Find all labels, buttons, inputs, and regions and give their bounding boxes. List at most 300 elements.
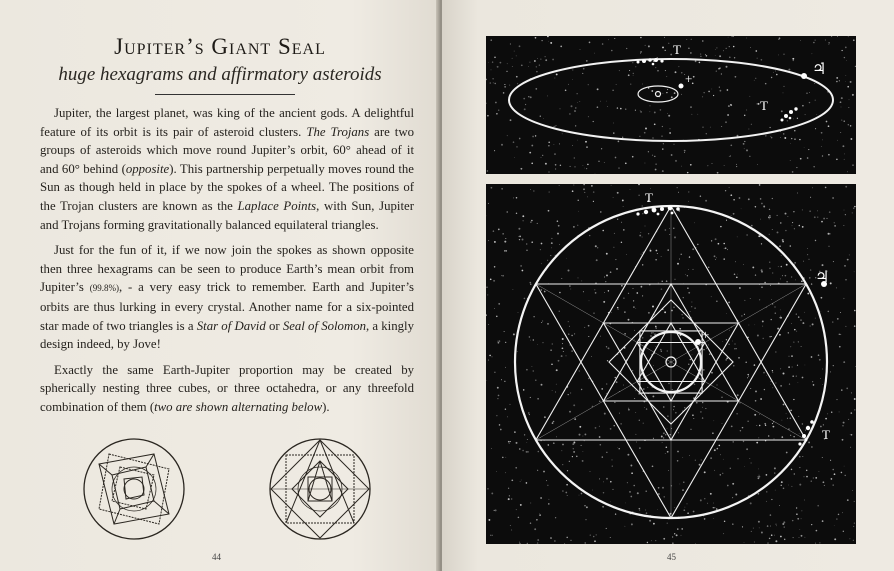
- star-dot: [726, 357, 728, 359]
- star-dot: [655, 259, 656, 260]
- star-dot: [845, 186, 847, 188]
- star-dot: [745, 362, 747, 364]
- star-dot: [744, 542, 745, 543]
- star-dot: [767, 525, 769, 527]
- star-dot: [846, 60, 847, 61]
- page-subtitle: huge hexagrams and affirmatory asteroids: [58, 64, 382, 85]
- star-dot: [486, 103, 487, 104]
- star-dot: [585, 542, 586, 543]
- star-dot: [654, 123, 656, 125]
- star-dot: [540, 497, 542, 499]
- star-dot: [697, 114, 698, 115]
- star-dot: [754, 542, 755, 543]
- star-dot: [820, 378, 821, 379]
- star-dot: [854, 206, 855, 207]
- star-dot: [821, 132, 823, 134]
- star-dot: [828, 125, 830, 127]
- star-dot: [729, 57, 731, 59]
- star-dot: [624, 333, 626, 335]
- star-dot: [607, 106, 608, 107]
- star-dot: [642, 205, 643, 206]
- star-dot: [799, 484, 801, 486]
- star-dot: [570, 540, 571, 541]
- star-dot: [541, 384, 543, 386]
- star-dot: [679, 259, 680, 260]
- star-dot: [797, 518, 799, 520]
- star-dot: [618, 309, 619, 310]
- star-dot: [855, 66, 856, 67]
- star-dot: [674, 144, 675, 145]
- star-dot: [780, 385, 782, 387]
- star-dot: [488, 203, 489, 204]
- star-dot: [663, 432, 665, 434]
- star-dot: [801, 280, 803, 282]
- star-dot: [765, 83, 767, 85]
- star-dot: [802, 322, 804, 324]
- star-dot: [705, 200, 707, 202]
- star-dot: [759, 299, 760, 300]
- star-dot: [708, 165, 709, 166]
- star-dot: [588, 116, 589, 117]
- star-dot: [794, 473, 795, 474]
- star-dot: [611, 185, 612, 186]
- star-dot: [655, 346, 656, 347]
- star-dot: [558, 360, 560, 362]
- star-dot: [740, 430, 741, 431]
- star-dot: [518, 236, 519, 237]
- text-run: Jupiter, the largest planet, was king of the ancient gods. A delightful feature of its orbit is its pair of asteroid clusters.: [40, 106, 414, 139]
- text-run: , a kingly design indeed, by Jove!: [40, 318, 414, 352]
- star-dot: [803, 261, 804, 262]
- star-dot: [818, 354, 820, 356]
- star-dot: [779, 334, 781, 336]
- star-dot: [537, 539, 539, 541]
- star-dot: [672, 542, 673, 543]
- star-dot: [615, 513, 616, 514]
- star-dot: [562, 464, 563, 465]
- star-dot: [828, 42, 829, 43]
- star-dot: [765, 425, 766, 426]
- star-dot: [841, 120, 842, 121]
- orbit-perspective-figure: [486, 36, 856, 174]
- star-dot: [514, 157, 515, 158]
- star-dot: [497, 66, 499, 68]
- star-dot: [808, 149, 809, 150]
- star-dot: [488, 519, 490, 521]
- star-dot: [528, 96, 529, 97]
- star-dot: [726, 220, 727, 221]
- star-dot: [580, 49, 581, 50]
- star-dot: [702, 97, 703, 98]
- star-dot: [808, 441, 810, 443]
- star-dot: [573, 451, 575, 453]
- star-dot: [741, 315, 743, 317]
- star-dot: [780, 222, 781, 223]
- star-dot: [797, 118, 798, 119]
- star-dot: [536, 71, 538, 73]
- star-dot: [769, 209, 770, 210]
- star-dot: [540, 59, 541, 60]
- star-dot: [714, 507, 715, 508]
- star-dot: [773, 72, 774, 73]
- star-dot: [505, 457, 506, 458]
- star-dot: [496, 113, 498, 115]
- star-dot: [737, 237, 738, 238]
- star-dot: [491, 70, 492, 71]
- star-dot: [735, 76, 737, 78]
- star-dot: [494, 308, 495, 309]
- star-dot: [600, 444, 602, 446]
- star-dot: [648, 45, 650, 47]
- star-dot: [510, 119, 512, 121]
- star-dot: [602, 43, 604, 45]
- star-dot: [694, 222, 695, 223]
- star-dot: [506, 71, 507, 72]
- star-dot: [613, 197, 614, 198]
- star-dot: [488, 240, 489, 241]
- orbit-perspective-panel: [486, 36, 856, 174]
- star-dot: [721, 396, 723, 398]
- star-dot: [593, 313, 594, 314]
- star-dot: [717, 385, 718, 386]
- italic-run: Seal of Solomon: [282, 318, 366, 333]
- star-dot: [731, 425, 733, 427]
- star-dot: [522, 270, 524, 272]
- star-dot: [663, 143, 664, 144]
- star-dot: [541, 263, 542, 264]
- star-dot: [555, 78, 556, 79]
- star-dot: [541, 40, 542, 41]
- star-dot: [663, 437, 664, 438]
- star-dot: [686, 39, 687, 40]
- star-dot: [617, 192, 619, 194]
- star-dot: [799, 529, 800, 530]
- star-dot: [622, 137, 623, 138]
- star-dot: [539, 514, 541, 516]
- star-dot: [784, 539, 785, 540]
- star-dot: [768, 216, 770, 218]
- star-dot: [758, 493, 760, 495]
- star-dot: [715, 55, 716, 56]
- star-dot: [702, 417, 703, 418]
- star-dot: [526, 249, 528, 251]
- star-dot: [848, 36, 849, 37]
- star-dot: [494, 372, 495, 373]
- star-dot: [614, 425, 615, 426]
- star-dot: [794, 228, 795, 229]
- star-dot: [553, 421, 555, 423]
- star-dot: [728, 301, 730, 303]
- star-dot: [781, 266, 783, 268]
- star-dot: [597, 88, 599, 90]
- star-dot: [657, 57, 658, 58]
- star-dot: [845, 214, 846, 215]
- star-dot: [677, 460, 679, 462]
- star-dot: [540, 249, 541, 250]
- star-dot: [566, 356, 567, 357]
- star-dot: [691, 39, 692, 40]
- star-dot: [656, 250, 658, 252]
- star-dot: [836, 519, 837, 520]
- star-dot: [635, 434, 636, 435]
- star-dot: [700, 411, 702, 413]
- star-dot: [498, 109, 499, 110]
- star-dot: [844, 121, 845, 122]
- trojan-label: T: [645, 190, 653, 205]
- star-dot: [739, 287, 741, 289]
- star-dot: [700, 54, 701, 55]
- star-dot: [556, 125, 557, 126]
- star-dot: [606, 452, 607, 453]
- star-dot: [814, 166, 815, 167]
- star-dot: [707, 503, 708, 504]
- star-dot: [625, 503, 626, 504]
- star-dot: [668, 470, 669, 471]
- star-dot: [730, 468, 731, 469]
- star-dot: [657, 253, 658, 254]
- star-dot: [645, 491, 646, 492]
- star-dot: [554, 153, 555, 154]
- star-dot: [492, 535, 493, 536]
- star-dot: [761, 59, 763, 61]
- star-dot: [816, 530, 818, 532]
- star-dot: [630, 84, 631, 85]
- star-dot: [635, 110, 636, 111]
- star-dot: [771, 319, 772, 320]
- star-dot: [604, 162, 605, 163]
- star-dot: [552, 390, 553, 391]
- star-dot: [594, 53, 595, 54]
- star-dot: [829, 44, 830, 45]
- star-dot: [505, 238, 506, 239]
- star-dot: [854, 271, 855, 272]
- star-dot: [826, 218, 827, 219]
- star-dot: [795, 279, 796, 280]
- star-dot: [783, 404, 785, 406]
- star-dot: [764, 282, 766, 284]
- star-dot: [775, 524, 776, 525]
- star-dot: [762, 326, 763, 327]
- star-dot: [658, 283, 659, 284]
- star-dot: [748, 421, 749, 422]
- star-dot: [696, 402, 698, 404]
- star-dot: [758, 521, 760, 523]
- star-dot: [638, 184, 640, 185]
- star-dot: [774, 473, 775, 474]
- star-dot: [568, 321, 569, 322]
- italic-run: The Trojans: [306, 124, 370, 139]
- star-dot: [621, 285, 623, 287]
- star-dot: [764, 389, 765, 390]
- star-dot: [574, 418, 576, 420]
- star-dot: [832, 197, 834, 199]
- star-dot: [515, 467, 517, 469]
- star-dot: [556, 369, 558, 371]
- star-dot: [588, 84, 589, 85]
- star-dot: [599, 401, 600, 402]
- star-dot: [672, 389, 673, 390]
- star-dot: [848, 419, 849, 420]
- star-dot: [854, 501, 855, 502]
- star-dot: [787, 418, 788, 419]
- star-dot: [621, 372, 622, 373]
- star-dot: [714, 470, 715, 471]
- star-dot: [713, 95, 714, 96]
- star-dot: [503, 92, 505, 94]
- star-dot: [595, 292, 597, 294]
- star-dot: [694, 383, 696, 385]
- star-dot: [819, 542, 820, 543]
- text-run: , with Sun, Jupiter and Trojans forming gravitationally balanced equilateral triangles.: [40, 198, 414, 232]
- star-dot: [606, 393, 607, 394]
- star-dot: [585, 141, 587, 143]
- star-dot: [750, 47, 751, 48]
- star-dot: [636, 292, 638, 294]
- star-dot: [800, 40, 801, 41]
- star-dot: [648, 233, 649, 234]
- star-dot: [604, 277, 605, 278]
- star-dot: [665, 434, 666, 435]
- star-dot: [662, 442, 663, 443]
- star-dot: [722, 341, 723, 342]
- star-dot: [492, 356, 493, 357]
- star-dot: [793, 119, 794, 120]
- star-dot: [813, 477, 814, 478]
- star-dot: [550, 42, 552, 44]
- star-dot: [574, 157, 575, 158]
- star-dot: [490, 535, 491, 536]
- star-dot: [727, 114, 729, 116]
- star-dot: [536, 66, 537, 67]
- star-dot: [666, 76, 667, 77]
- star-dot: [839, 411, 840, 412]
- hexagram-lines: [536, 206, 806, 518]
- star-dot: [674, 236, 676, 238]
- star-dot: [753, 528, 754, 529]
- star-dot: [575, 166, 576, 167]
- star-dot: [823, 481, 825, 483]
- star-dot: [586, 168, 587, 169]
- star-dot: [571, 350, 572, 351]
- star-dot: [561, 278, 562, 279]
- star-dot: [675, 71, 677, 73]
- star-dot: [583, 436, 584, 437]
- star-dot: [573, 442, 575, 444]
- star-dot: [762, 320, 764, 322]
- star-dot: [526, 451, 528, 453]
- star-dot: [841, 472, 843, 474]
- star-dot: [766, 501, 767, 502]
- star-dot: [527, 439, 528, 440]
- star-dot: [821, 221, 823, 223]
- star-dot: [655, 540, 656, 541]
- star-dot: [571, 335, 572, 336]
- star-dot: [793, 399, 794, 400]
- star-dot: [851, 434, 853, 436]
- star-dot: [610, 537, 611, 538]
- star-dot: [771, 336, 772, 337]
- star-dot: [733, 213, 735, 215]
- star-dot: [720, 90, 722, 92]
- star-dot: [667, 428, 668, 429]
- star-dot: [723, 243, 725, 245]
- star-dot: [613, 489, 614, 490]
- star-dot: [635, 390, 636, 391]
- star-dot: [537, 470, 538, 471]
- star-dot: [851, 392, 852, 393]
- star-dot: [793, 342, 794, 343]
- star-dot: [610, 501, 611, 502]
- star-dot: [850, 81, 852, 83]
- star-dot: [799, 456, 801, 458]
- star-dot: [715, 49, 716, 50]
- star-dot: [610, 428, 612, 430]
- star-dot: [554, 126, 555, 127]
- star-dot: [664, 311, 666, 313]
- star-dot: [704, 498, 705, 499]
- star-dot: [579, 101, 580, 102]
- star-dot: [805, 537, 806, 538]
- star-dot: [711, 372, 713, 374]
- star-dot: [652, 465, 654, 467]
- star-dot: [553, 442, 555, 444]
- star-dot: [513, 141, 515, 143]
- star-dot: [769, 218, 770, 219]
- star-dot: [663, 406, 664, 407]
- star-dot: [851, 412, 853, 414]
- star-dot: [516, 56, 517, 57]
- star-dot: [836, 77, 838, 79]
- star-dot: [788, 216, 789, 217]
- star-dot: [805, 114, 806, 115]
- star-dot: [524, 434, 525, 435]
- star-dot: [564, 543, 565, 544]
- star-dot: [488, 62, 489, 63]
- star-dot: [763, 206, 765, 208]
- star-dot: [847, 499, 849, 501]
- star-dot: [528, 412, 529, 413]
- star-dot: [717, 448, 719, 450]
- star-dot: [815, 477, 817, 479]
- star-dot: [708, 91, 710, 93]
- star-dot: [737, 458, 738, 459]
- star-dot: [785, 213, 787, 215]
- star-dot: [837, 399, 838, 400]
- star-dot: [504, 331, 505, 332]
- star-dot: [541, 243, 543, 245]
- text-run: or: [265, 318, 283, 333]
- star-dot: [710, 457, 711, 458]
- star-dot: [538, 451, 540, 453]
- star-dot: [761, 269, 763, 271]
- star-dot: [713, 420, 714, 421]
- star-dot: [519, 543, 521, 544]
- star-dot: [786, 452, 788, 454]
- star-dot: [548, 499, 549, 500]
- star-dot: [792, 58, 794, 60]
- trojan-label: T: [822, 427, 830, 442]
- star-dot: [588, 336, 589, 337]
- italic-run: opposite: [125, 161, 170, 176]
- star-dot: [692, 354, 693, 355]
- star-dot: [737, 135, 739, 137]
- star-dot: [736, 348, 737, 349]
- star-dot: [711, 240, 712, 241]
- star-dot: [726, 66, 728, 68]
- star-dot: [815, 100, 816, 101]
- star-dot: [559, 292, 561, 294]
- star-dot: [781, 255, 782, 256]
